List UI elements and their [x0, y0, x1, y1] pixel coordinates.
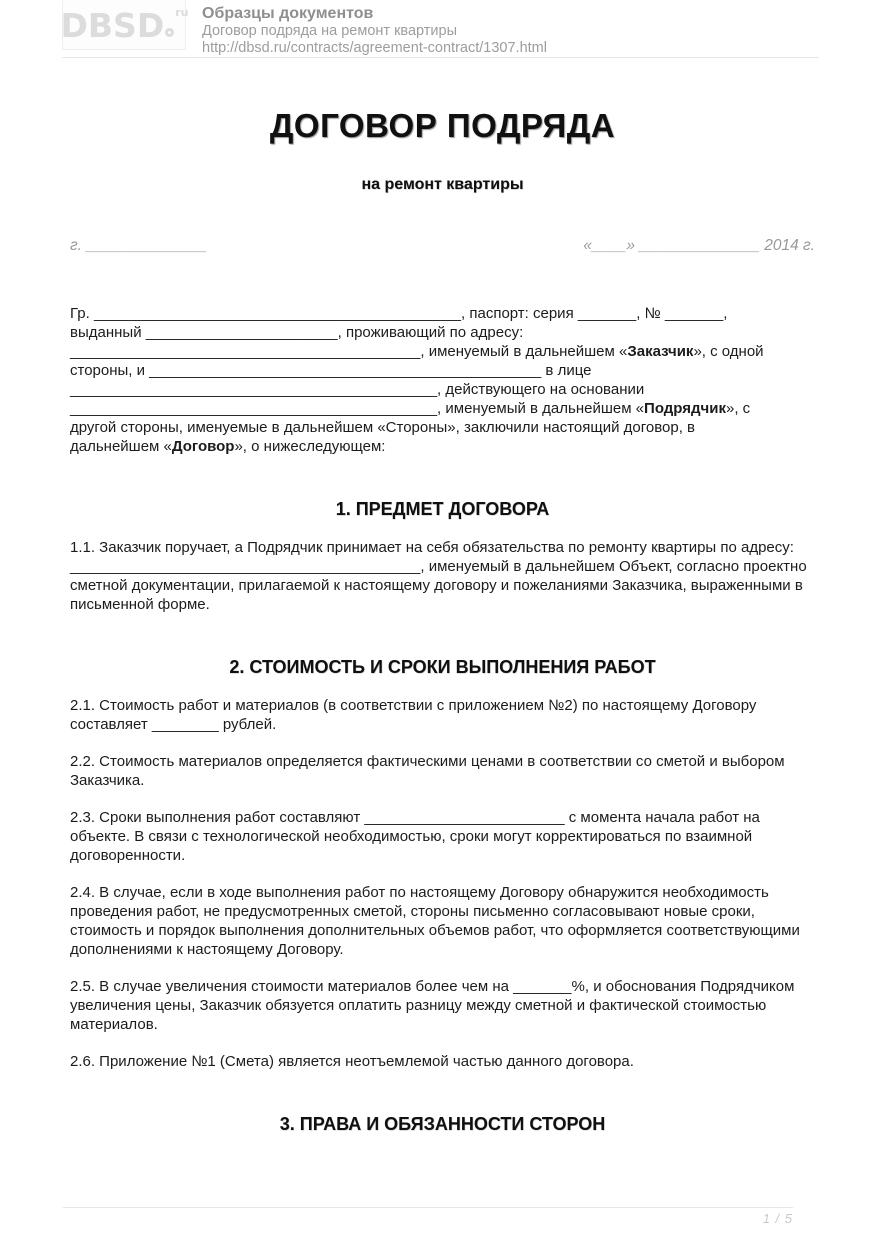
clause-1-1: 1.1. Заказчик поручает, а Подрядчик принимает на себя обязательства по ремонту квартиры по адресу: __________________________________________, именуемый в дальнейшем Объект, согласно проектно сметной документации, прилагаемой к настоящему договору и пожеланиями Заказчика, выраженными в письменной форме.	[70, 539, 807, 613]
dbsd-logo	[60, 0, 189, 50]
clause-2-3: 2.3. Сроки выполнения работ составляют ________________________ с момента начала работ на объекте. В связи с технологической необходимостью, сроки могут корректироваться по взаимной договоренности.	[70, 809, 760, 864]
clause-2-1: 2.1. Стоимость работ и материалов (в соответствии с приложением №2) по настоящему Договору составляет ________ рублей.	[70, 697, 757, 733]
logo-suffix: ru	[175, 6, 189, 19]
clause-2-6: 2.6. Приложение №1 (Смета) является неотъемлемой частью данного договора.	[70, 1053, 634, 1070]
logo-ring-icon	[165, 28, 174, 37]
preamble-line: __________________________________________, именуемый в дальнейшем «Заказчик», с одной	[70, 343, 764, 360]
section-3-heading: 3. ПРАВА И ОБЯЗАННОСТИ СТОРОН	[279, 1114, 606, 1134]
clause-2-5: 2.5. В случае увеличения стоимости материалов более чем на _______%, и обоснования Подрядчиком увеличения цены, Заказчик обязуется оплатить разницу между сметной и фактической стоимостью материалов.	[70, 978, 795, 1033]
header-url: http://dbsd.ru/contracts/agreement-contract/1307.html	[202, 40, 547, 56]
preamble-line: Гр. ____________________________________________, паспорт: серия _______, № _______,	[70, 305, 728, 322]
city-blank: г. ______________	[70, 237, 207, 254]
section-1-subject	[70, 499, 815, 614]
preamble-line: другой стороны, именуемые в дальнейшем «Стороны», заключили настоящий договор, в	[70, 419, 696, 436]
preamble-line: ____________________________________________, именуемый в дальнейшем «Подрядчик», с	[70, 400, 751, 417]
preamble-line: выданный _______________________, проживающий по адресу:	[70, 324, 524, 341]
section-2-heading: 2. СТОИМОСТЬ И СРОКИ ВЫПОЛНЕНИЯ РАБОТ	[229, 657, 656, 677]
header-doc-title: Договор подряда на ремонт квартиры	[202, 23, 458, 39]
date-blank: «____» ______________ 2014 г.	[583, 237, 815, 254]
clause-2-2: 2.2. Стоимость материалов определяется фактическими ценами в соответствии со сметой и выбором Заказчика.	[70, 753, 785, 789]
page-footer	[63, 1207, 793, 1226]
preamble-line: дальнейшем «Договор», о нижеследующем:	[70, 438, 386, 455]
site-title: Образцы документов	[202, 5, 374, 22]
section-2-cost-terms	[70, 657, 815, 1071]
section-3-rights-duties	[70, 1114, 815, 1135]
document-title: ДОГОВОР ПОДРЯДА	[269, 107, 616, 144]
document-subtitle: на ремонт квартиры	[361, 176, 524, 193]
date-row	[70, 237, 815, 255]
section-1-heading: 1. ПРЕДМЕТ ДОГОВОРА	[335, 499, 550, 519]
preamble	[70, 304, 815, 456]
site-header	[62, 0, 547, 57]
header-meta	[202, 0, 547, 57]
contract-page	[0, 57, 885, 1135]
preamble-line: ____________________________________________, действующего на основании	[70, 381, 645, 398]
logo-text: DBSD	[60, 6, 165, 45]
page-number: 1 / 5	[762, 1211, 793, 1226]
clause-2-4: 2.4. В случае, если в ходе выполнения работ по настоящему Договору обнаружится необходимость проведения работ, не предусмотренных сметой, стороны письменно согласовывают новые сроки, стоимость и порядок выполнения дополнительных объемов работ, что оформляется соответствующими дополнениями к настоящему Договору.	[70, 884, 800, 958]
preamble-line: стороны, и _______________________________________________ в лице	[70, 362, 592, 379]
